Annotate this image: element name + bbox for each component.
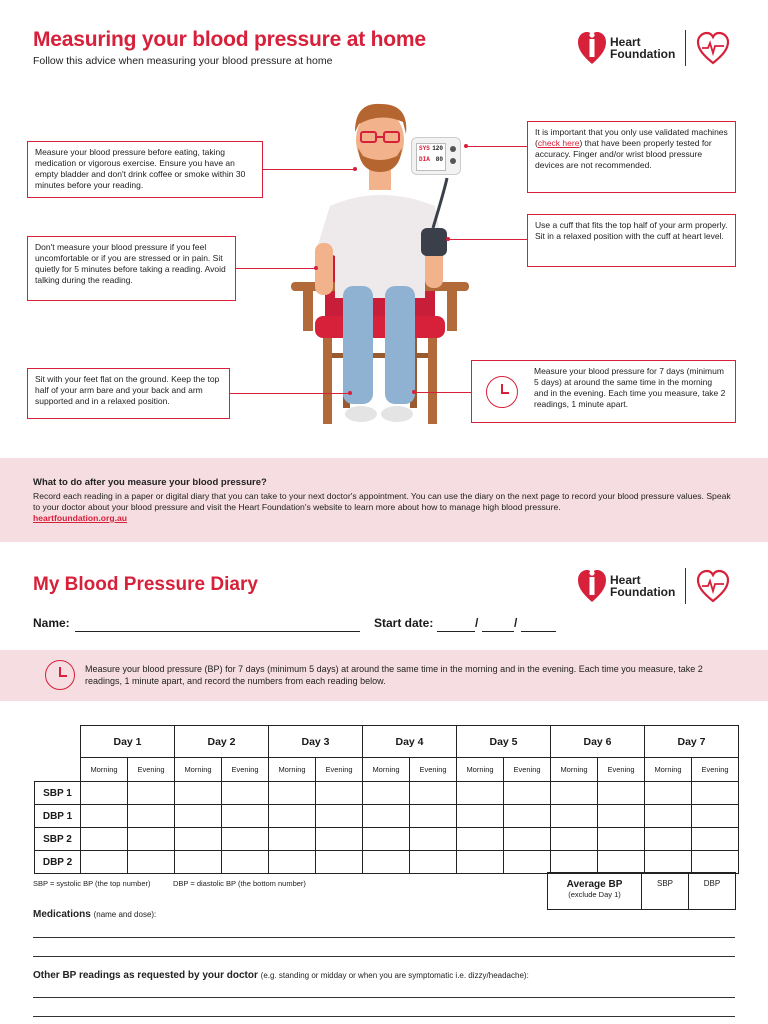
partner-heart-icon (696, 31, 730, 65)
average-bp-table (547, 872, 736, 910)
entry-cell[interactable] (81, 782, 128, 805)
callout-dont-measure: Don't measure your blood pressure if you feel uncomfortable or if you are stressed or in pain. Sit quietly for 5 minutes before taking a reading. Avoid talking during the reading. (27, 236, 236, 301)
clock-icon (45, 660, 75, 690)
entry-cell[interactable] (457, 828, 504, 851)
callout-seven-days: Measure your blood pressure for 7 days (minimum 5 days) at around the same time in the morning and in the evening. Each time you measure, take 2 readings, 1 minute apart. (471, 360, 736, 423)
entry-cell[interactable] (269, 805, 316, 828)
row-label: DBP 2 (35, 851, 81, 874)
entry-cell[interactable] (222, 805, 269, 828)
page-title: Measuring your blood pressure at home (33, 28, 426, 51)
start-date-year-field[interactable] (521, 631, 556, 632)
day-header: Day 1 (81, 726, 175, 758)
entry-cell[interactable] (457, 851, 504, 874)
connector-line (466, 146, 527, 147)
entry-cell[interactable] (504, 828, 551, 851)
row-label: SBP 2 (35, 828, 81, 851)
connector-line (414, 392, 471, 393)
entry-cell[interactable] (175, 805, 222, 828)
entry-cell[interactable] (269, 782, 316, 805)
legend-dbp: DBP = diastolic BP (the bottom number) (173, 879, 306, 888)
connector-line (448, 239, 527, 240)
table-corner (35, 726, 81, 758)
entry-cell[interactable] (222, 851, 269, 874)
entry-cell[interactable] (645, 851, 692, 874)
entry-cell[interactable] (269, 828, 316, 851)
evening-header: Evening (692, 758, 739, 782)
morning-header: Morning (81, 758, 128, 782)
name-field[interactable] (75, 631, 360, 632)
bp-monitor (411, 137, 461, 175)
entry-cell[interactable] (598, 828, 645, 851)
connector-dot (314, 266, 318, 270)
entry-cell[interactable] (128, 851, 175, 874)
day-header: Day 7 (645, 726, 739, 758)
entry-cell[interactable] (128, 782, 175, 805)
entry-cell[interactable] (692, 851, 739, 874)
morning-header: Morning (175, 758, 222, 782)
entry-cell[interactable] (692, 782, 739, 805)
entry-cell[interactable] (551, 828, 598, 851)
day-header: Day 4 (363, 726, 457, 758)
heart-foundation-logo (577, 568, 730, 604)
monitor-button (450, 146, 456, 152)
entry-cell[interactable] (316, 805, 363, 828)
monitor-button (450, 158, 456, 164)
entry-cell[interactable] (128, 805, 175, 828)
after-body: Record each reading in a paper or digital diary that you can take to your next doctor's appointment. You can use the diary on the next page to record your blood pressure values. Speak to your doctor about your blood pressure and visit the Heart Foundation's website to learn more about how to manage high blood pressure. heartfoundation.org.au (33, 491, 731, 523)
row-label: DBP 1 (35, 805, 81, 828)
entry-cell[interactable] (410, 851, 457, 874)
date-separator: / (475, 616, 479, 630)
morning-header: Morning (645, 758, 692, 782)
entry-cell[interactable] (645, 805, 692, 828)
connector-dot (353, 167, 357, 171)
connector-dot (348, 391, 352, 395)
entry-cell[interactable] (316, 851, 363, 874)
entry-cell[interactable] (222, 828, 269, 851)
connector-dot (446, 237, 450, 241)
connector-line (230, 393, 350, 394)
logo-divider (685, 568, 686, 604)
entry-cell[interactable] (692, 828, 739, 851)
connector-line (236, 268, 316, 269)
bp-monitor-screen: SYS 120 DIA 80 (416, 143, 446, 171)
entry-cell[interactable] (81, 828, 128, 851)
name-label: Name: (33, 616, 70, 630)
callout-validated-machines: It is important that you only use validated machines (check here) that have been properly tested for accuracy. Finger and/or wrist blood pressure devices are not recommended. (527, 121, 736, 193)
entry-cell[interactable] (598, 782, 645, 805)
entry-cell[interactable] (175, 782, 222, 805)
logo-wordmark: Heart Foundation (610, 35, 676, 61)
other-readings-label: Other BP readings as requested by your doctor (e.g. standing or midday or when you are symptomatic i.e. dizzy/headache): (33, 970, 529, 981)
evening-header: Evening (316, 758, 363, 782)
entry-cell[interactable] (598, 805, 645, 828)
entry-cell[interactable] (504, 782, 551, 805)
entry-cell[interactable] (316, 782, 363, 805)
bp-diary-table (34, 725, 739, 874)
entry-cell[interactable] (363, 782, 410, 805)
entry-cell[interactable] (363, 805, 410, 828)
medications-line[interactable] (33, 956, 735, 957)
heart-foundation-logo (577, 30, 730, 66)
day-header: Day 6 (551, 726, 645, 758)
logo-divider (685, 30, 686, 66)
entry-cell[interactable] (645, 782, 692, 805)
entry-cell[interactable] (551, 805, 598, 828)
start-date-month-field[interactable] (482, 631, 514, 632)
medications-line[interactable] (33, 937, 735, 938)
entry-cell[interactable] (692, 805, 739, 828)
entry-cell[interactable] (598, 851, 645, 874)
diary-title: My Blood Pressure Diary (33, 574, 258, 595)
diary-instructions: Measure your blood pressure (BP) for 7 days (minimum 5 days) at around the same time in the morning and in the evening. Each time you measure, take 2 readings, 1 minute apart, and record the numbers from each reading below. (85, 664, 703, 686)
evening-header: Evening (504, 758, 551, 782)
after-heading: What to do after you measure your blood pressure? (33, 477, 267, 488)
entry-cell[interactable] (175, 851, 222, 874)
table-row (35, 828, 739, 851)
average-dbp-cell[interactable]: DBP (689, 873, 736, 910)
entry-cell[interactable] (363, 828, 410, 851)
day-header: Day 3 (269, 726, 363, 758)
table-row (35, 782, 739, 805)
entry-cell[interactable] (363, 851, 410, 874)
clock-icon (486, 376, 518, 408)
entry-cell[interactable] (645, 828, 692, 851)
morning-header: Morning (269, 758, 316, 782)
morning-header: Morning (457, 758, 504, 782)
start-date-label: Start date: (374, 616, 434, 630)
entry-cell[interactable] (316, 828, 363, 851)
partner-heart-icon (696, 569, 730, 603)
evening-header: Evening (598, 758, 645, 782)
start-date-day-field[interactable] (437, 631, 475, 632)
day-header: Day 2 (175, 726, 269, 758)
callout-before-eating: Measure your blood pressure before eating, taking medication or vigorous exercise. Ensure you have an empty bladder and don't drink coffee or smoke within 30 minutes before your reading. (27, 141, 263, 198)
entry-cell[interactable] (175, 828, 222, 851)
entry-cell[interactable] (551, 782, 598, 805)
table-corner (35, 758, 81, 782)
medications-label: Medications (name and dose): (33, 909, 157, 920)
connector-dot (412, 390, 416, 394)
row-label: SBP 1 (35, 782, 81, 805)
entry-cell[interactable] (457, 782, 504, 805)
connector-dot (464, 144, 468, 148)
check-here-link[interactable]: check here (537, 138, 580, 148)
callout-feet-flat: Sit with your feet flat on the ground. Keep the top half of your arm bare and your back and arm supported and in a relaxed position. (27, 368, 230, 419)
entry-cell[interactable] (81, 805, 128, 828)
entry-cell[interactable] (551, 851, 598, 874)
entry-cell[interactable] (410, 805, 457, 828)
entry-cell[interactable] (410, 782, 457, 805)
logo-wordmark: Heart Foundation (610, 573, 676, 599)
average-bp-label: Average BP (exclude Day 1) (548, 873, 642, 910)
evening-header: Evening (222, 758, 269, 782)
heart-foundation-icon (577, 30, 607, 66)
connector-line (263, 169, 355, 170)
callout-cuff: Use a cuff that fits the top half of your arm properly. Sit in a relaxed position with the cuff at heart level. (527, 214, 736, 267)
entry-cell[interactable] (457, 805, 504, 828)
average-sbp-cell[interactable]: SBP (642, 873, 689, 910)
entry-cell[interactable] (410, 828, 457, 851)
heartfoundation-link[interactable]: heartfoundation.org.au (33, 513, 128, 523)
entry-cell[interactable] (269, 851, 316, 874)
entry-cell[interactable] (81, 851, 128, 874)
morning-header: Morning (363, 758, 410, 782)
entry-cell[interactable] (128, 828, 175, 851)
other-readings-line[interactable] (33, 997, 735, 998)
page-subtitle: Follow this advice when measuring your blood pressure at home (33, 55, 333, 67)
entry-cell[interactable] (222, 782, 269, 805)
entry-cell[interactable] (504, 851, 551, 874)
entry-cell[interactable] (504, 805, 551, 828)
morning-header: Morning (551, 758, 598, 782)
date-separator: / (514, 616, 518, 630)
evening-header: Evening (410, 758, 457, 782)
table-row (35, 805, 739, 828)
day-header: Day 5 (457, 726, 551, 758)
table-row (35, 851, 739, 874)
other-readings-line[interactable] (33, 1016, 735, 1017)
evening-header: Evening (128, 758, 175, 782)
legend-sbp: SBP = systolic BP (the top number) (33, 879, 151, 888)
heart-foundation-icon (577, 568, 607, 604)
